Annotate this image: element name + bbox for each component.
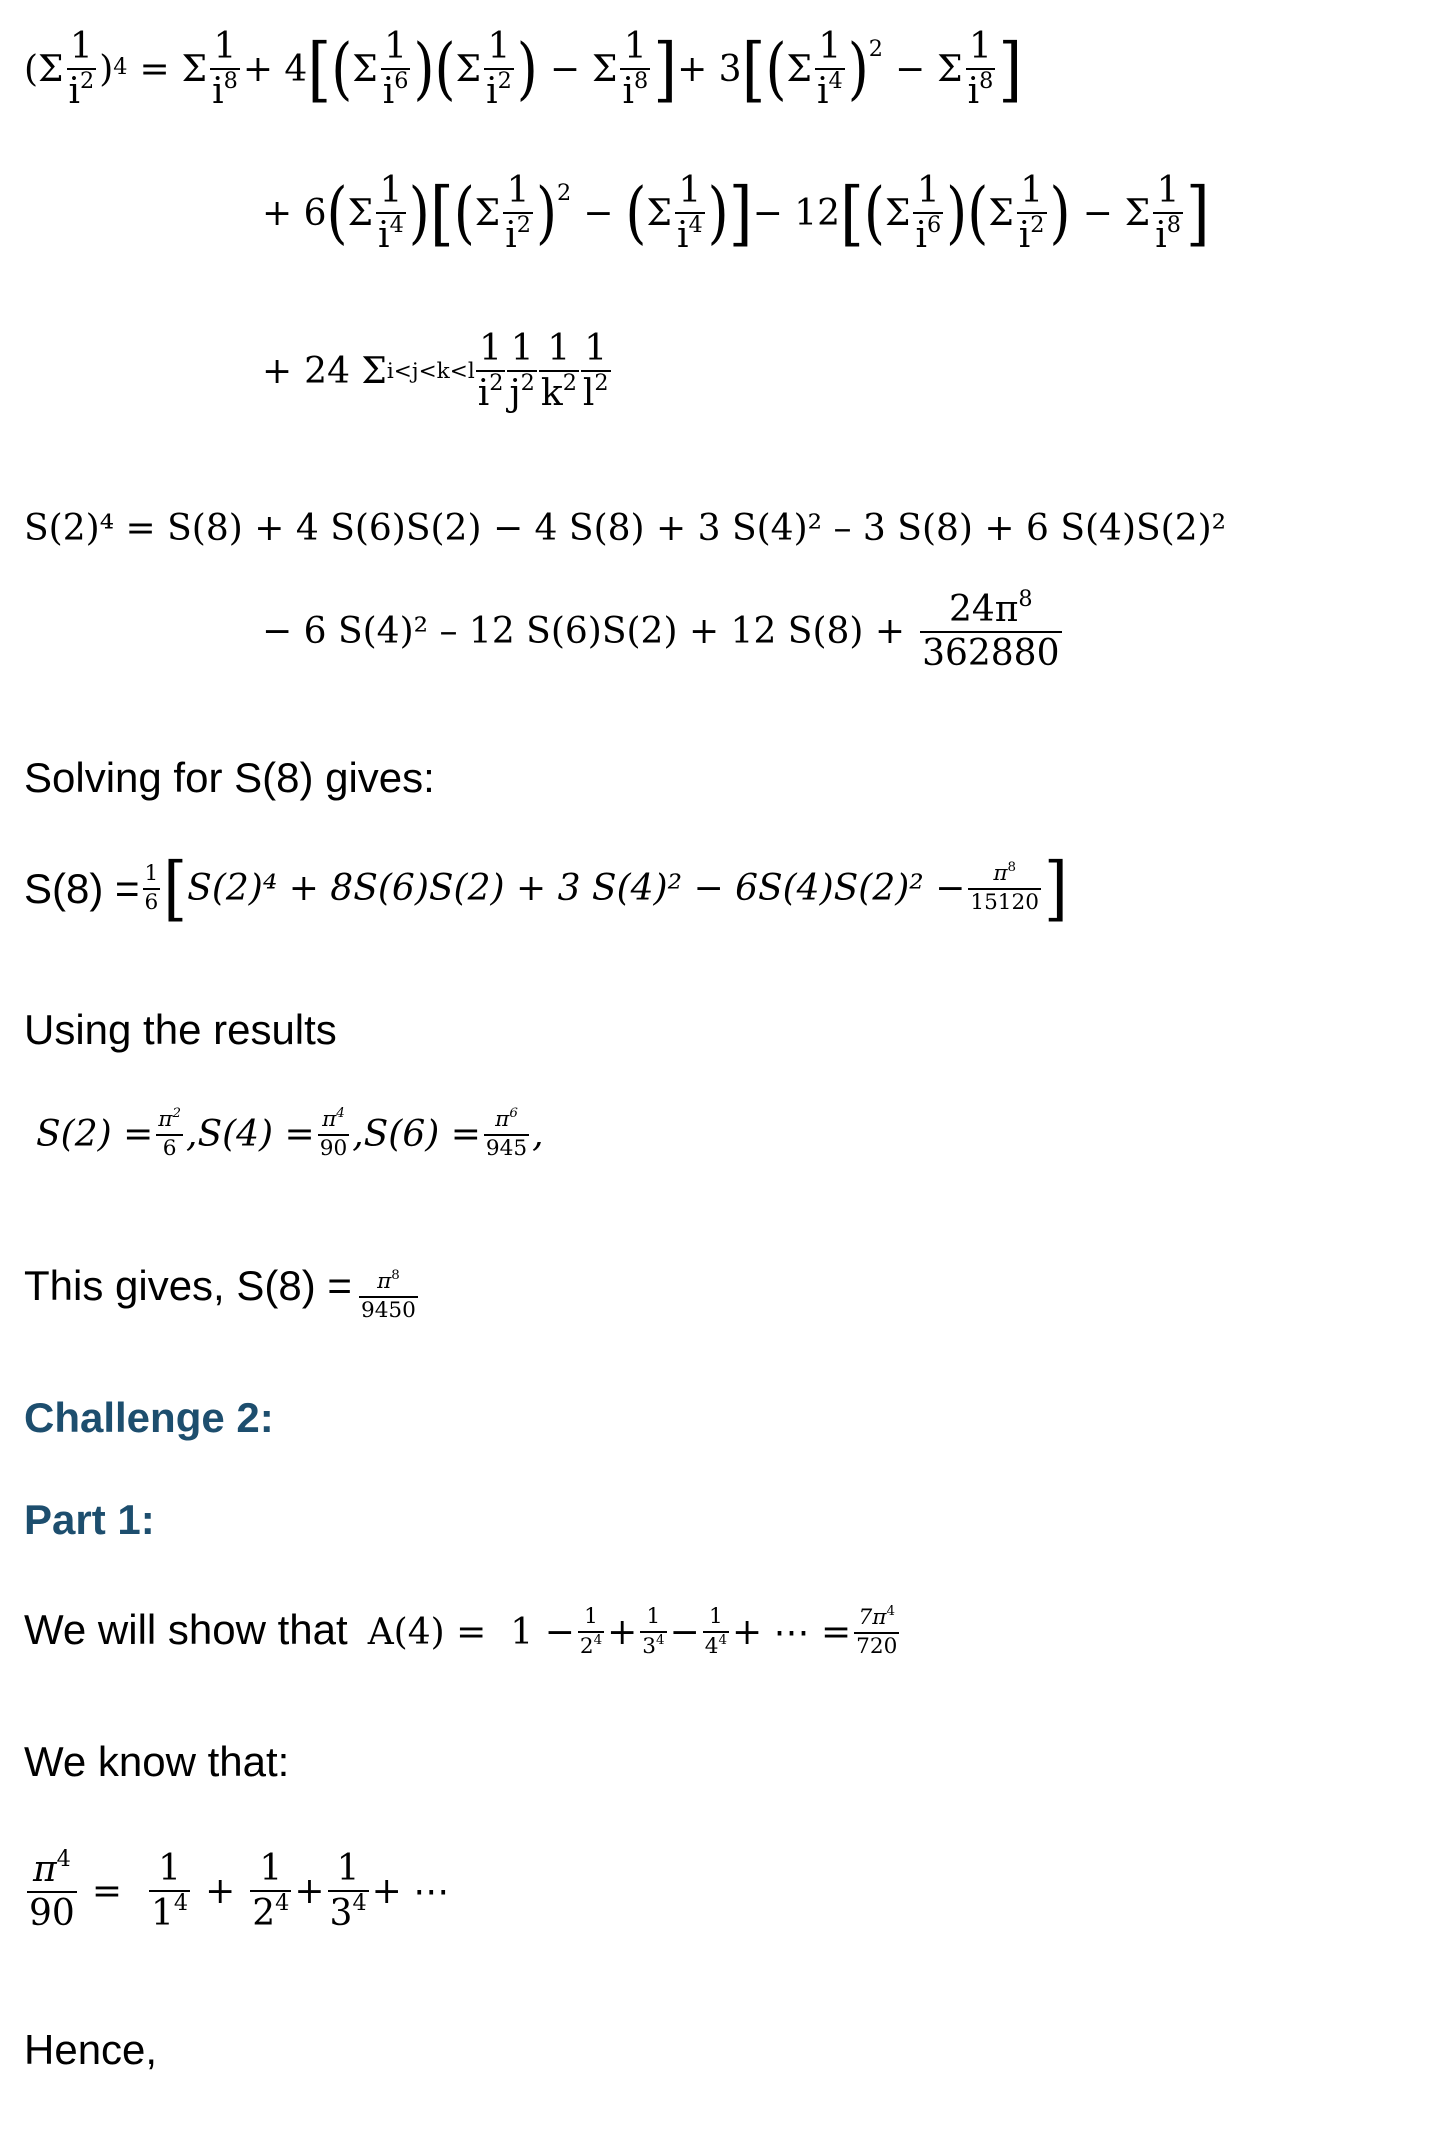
equation-1-line-3 xyxy=(262,330,1456,413)
eq3-math: S(8) = $\frac{1}{6}$ [ S(2)⁴ + 8S(6)S(2) + 3 S(4)² − 6S(4)S(2)² − $\frac{\pi^8}{15120}$ ] xyxy=(24,847,1068,930)
eq1-line2-math: + 6 ( Σ $\frac{1}{i^4}$ ) [ ( Σ $\frac{1}{i^2}$ ) 2 − ( Σ $\frac{1}{i^4}$ ) ] − 12 [ ( Σ $\frac{1}{i^6}$ ) ( Σ $\frac{1}{i^2}$ ) − Σ $\frac{1}{i^8}$ ] xyxy=(262,170,1210,256)
know-text: We know that: xyxy=(24,1738,290,1785)
results-math: S(2) = $\frac{\pi^2}{6}$ , S(4) = $\frac{\pi^4}{90}$ , S(6) = $\frac{\pi^6}{945}$ , xyxy=(36,1105,544,1161)
eq2-fraction: $\frac{24\pi^8}{362880}$ xyxy=(922,585,1060,674)
equation-2-line-1 xyxy=(24,508,1456,549)
challenge-heading: Challenge 2: xyxy=(24,1394,274,1441)
this-gives-text: This gives, S(8) = xyxy=(24,1262,352,1309)
solving-text: Solving for S(8) gives: xyxy=(24,754,435,801)
eq2-line1-text: S(2)⁴ = S(8) + 4 S(6)S(2) − 4 S(8) + 3 S(4)² – 3 S(8) + 6 S(4)S(2)² xyxy=(24,508,1227,549)
eq1-line3-math: + 24 Σ i<j<k<l $\frac{1}{i^2}$ $\frac{1}{j^2}$ $\frac{1}{k^2}$ $\frac{1}{l^2}$ xyxy=(262,328,609,414)
eq2-line2-lhs: − 6 S(4)² – 12 S(6)S(2) + 12 S(8) + xyxy=(262,610,906,652)
this-gives-row: This gives, S(8) = $\frac{\pi^8}{9450}$ xyxy=(24,1262,416,1323)
equation-1-line-2 xyxy=(262,172,1456,255)
eq3-lhs: S(8) = xyxy=(24,864,140,912)
results-equation xyxy=(36,1105,1456,1161)
equation-1-line-1 xyxy=(24,28,1456,111)
using-text: Using the results xyxy=(24,1006,337,1053)
a4-statement xyxy=(24,1603,1456,1660)
known-math: $\frac{\pi^4}{90}$ = $\frac{1}{1^4}$ + $\frac{1}{2^4}$ + $\frac{1}{3^4}$ + ⋯ xyxy=(29,1845,450,1934)
a4-math: A(4) = 1 − $\frac{1}{2^4}$ + $\frac{1}{3^4}$ − $\frac{1}{4^4}$ + ⋯ = $\frac{7\pi^4}{720}$ xyxy=(367,1603,898,1660)
eq2-line2-math xyxy=(262,585,1065,674)
hence-text: Hence, xyxy=(24,2026,158,2073)
equation-2-line-2 xyxy=(262,585,1456,674)
show-text: We will show that xyxy=(24,1606,348,1653)
part-heading: Part 1: xyxy=(24,1496,155,1543)
eq1-line1-math: (Σ $\frac{1}{i^2}$ ) 4 = Σ $\frac{1}{i^8}$ + 4 [ ( Σ $\frac{1}{i^6}$ ) ( Σ $\frac{1}{i^2}$ ) − Σ $\frac{1}{i^8}$ ] + 3 [ ( Σ $\frac{1}{i^4}$ ) 2 − Σ $\frac{1}{i^8}$ ] xyxy=(24,26,1023,112)
eq3-body: S(2)⁴ + 8S(6)S(2) + 3 S(4)² − 6S(4)S(2)² − xyxy=(187,868,966,910)
known-equation xyxy=(24,1845,1456,1934)
equation-3 xyxy=(24,847,1456,930)
